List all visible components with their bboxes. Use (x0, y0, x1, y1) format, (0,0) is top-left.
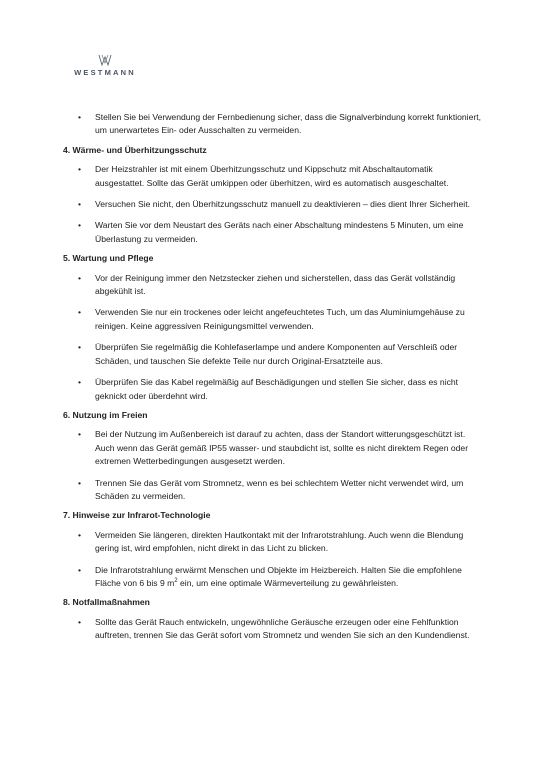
bullet-icon: • (78, 220, 82, 231)
bullet-icon: • (78, 307, 82, 318)
list-item: • Die Infrarotstrahlung erwärmt Menschen und Objekte im Heizbereich. Halten Sie die empfohlene Fläche von 6 bis 9 $m^2$ ein, um eine optimale Wärmeverteilung zu gewährleisten. (78, 564, 462, 588)
list-item: • Stellen Sie bei Verwendung der Fernbedienung sicher, dass die Signalverbindung korrekt funktioniert, um unerwartetes Ein- oder Ausschalten zu vermeiden. (78, 112, 482, 136)
list-item: • Überprüfen Sie das Kabel regelmäßig auf Beschädigungen und stellen Sie sicher, dass es nicht geknickt oder überdehnt wird. (78, 377, 459, 401)
section-heading: 5. Wartung und Pflege (63, 253, 154, 264)
bullet-list (63, 111, 483, 138)
section-heading: 6. Nutzung im Freien (63, 409, 148, 420)
list-item: • Verwenden Sie nur ein trockenes oder leicht angefeuchtetes Tuch, um das Aluminiumgehäuse zu reinigen. Keine aggressiven Reinigungsmittel verwenden. (78, 307, 465, 331)
document-body (63, 111, 483, 643)
list-item: • Der Heizstrahler ist mit einem Überhitzungsschutz und Kippschutz mit Abschaltautomatik ausgestattet. Sollte das Gerät umkippen oder überhitzen, wird es automatisch ausgeschaltet. (78, 164, 449, 188)
bullet-icon: • (78, 429, 82, 440)
bullet-icon: • (78, 616, 82, 627)
bullet-list (63, 163, 483, 246)
bullet-icon: • (78, 199, 82, 210)
brand-name: WESTMANN (74, 68, 136, 77)
section-heading: 8. Notfallmaßnahmen (63, 597, 150, 608)
brand-logo (69, 53, 141, 77)
list-item: • Warten Sie vor dem Neustart des Geräts nach einer Abschaltung mindestens 5 Minuten, um eine Überlastung zu vermeiden. (78, 220, 464, 244)
bullet-list (63, 428, 483, 503)
logo-mark-icon (98, 53, 112, 67)
list-item: • Trennen Sie das Gerät vom Stromnetz, wenn es bei schlechtem Wetter nicht verwendet wird, um Schäden zu vermeiden. (78, 477, 464, 501)
bullet-icon: • (78, 164, 82, 175)
list-item: • Vermeiden Sie längeren, direkten Hautkontakt mit der Infrarotstrahlung. Auch wenn die Blendung gering ist, wird empfohlen, nicht direkt in das Licht zu blicken. (78, 529, 464, 554)
bullet-icon: • (78, 529, 82, 540)
bullet-icon: • (78, 112, 82, 122)
list-item: • Sollte das Gerät Rauch entwickeln, ungewöhnliche Geräusche erzeugen oder eine Fehlfunktion auftreten, trennen Sie das Gerät sofort vom Stromnetz und wenden Sie sich an den Kundendienst. (78, 616, 470, 641)
list-item: • Vor der Reinigung immer den Netzstecker ziehen und sicherstellen, dass das Gerät vollständig abgekühlt ist. (78, 272, 456, 297)
bullet-icon: • (78, 377, 82, 388)
list-item: • Bei der Nutzung im Außenbereich ist darauf zu achten, dass der Standort witterungsgeschützt ist. Auch wenn das Gerät gemäß IP55 wasser- und staubdicht ist, sollte es nicht direktem Regen oder extremen Wetterbedingungen ausgesetzt werden. (78, 429, 469, 467)
bullet-icon: • (78, 272, 82, 283)
bullet-list (63, 616, 483, 643)
bullet-icon: • (78, 477, 82, 488)
bullet-icon: • (78, 564, 82, 575)
bullet-icon: • (78, 342, 82, 353)
bullet-list (63, 272, 483, 403)
section-heading: 4. Wärme- und Überhitzungsschutz (63, 144, 207, 155)
list-item: • Versuchen Sie nicht, den Überhitzungsschutz manuell zu deaktivieren – dies dient Ihrer Sicherheit. (63, 198, 483, 211)
list-item: • Überprüfen Sie regelmäßig die Kohlefaserlampe und andere Komponenten auf Verschleiß oder Schäden, und tauschen Sie defekte Teile nur durch Original-Ersatzteile aus. (78, 342, 458, 366)
bullet-list (63, 529, 483, 591)
section-heading: 7. Hinweise zur Infrarot-Technologie (63, 510, 211, 521)
